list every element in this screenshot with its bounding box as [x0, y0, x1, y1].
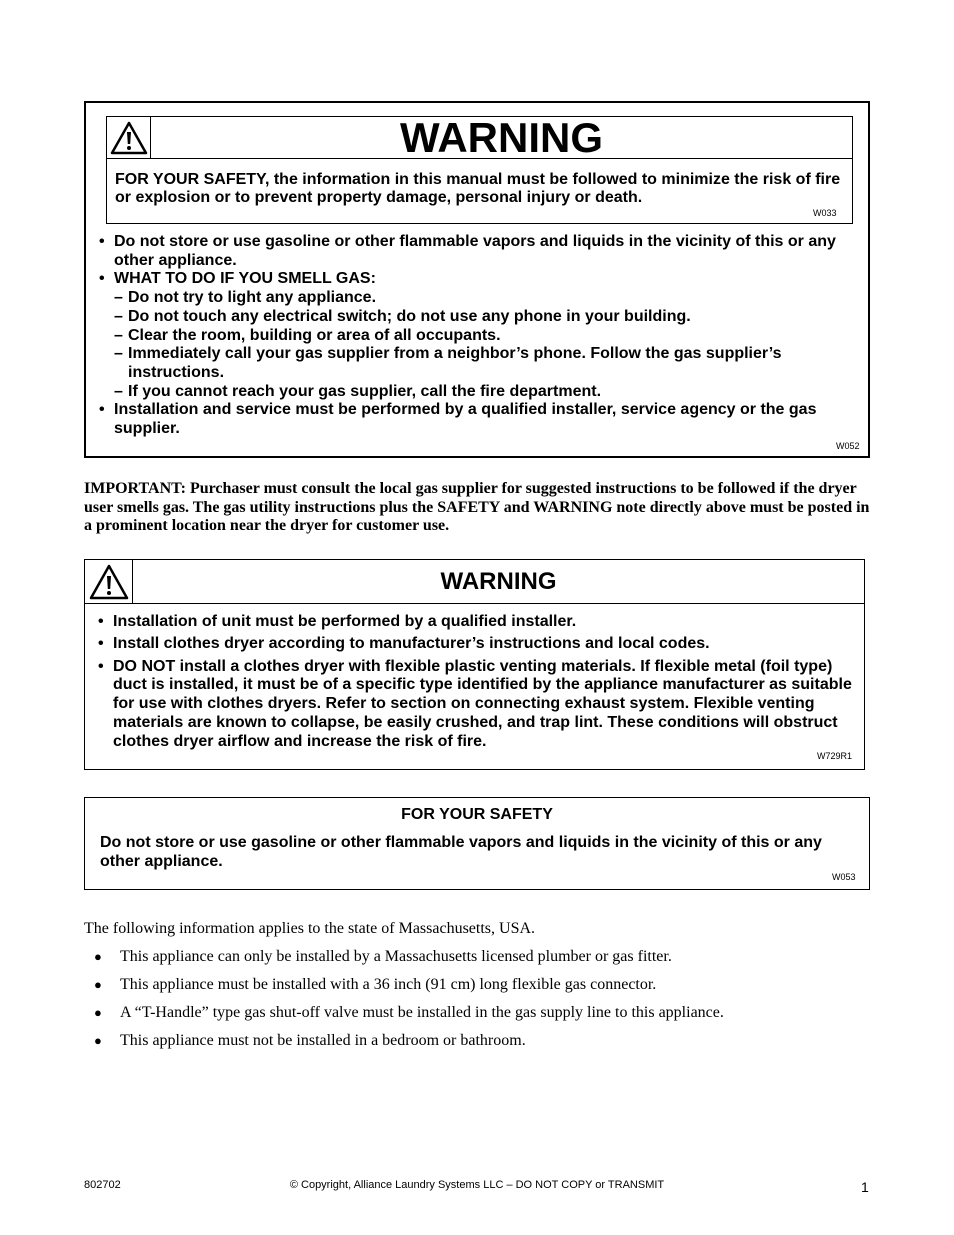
gas-step: – Do not try to light any appliance. — [114, 289, 377, 307]
copyright-notice: © Copyright, Alliance Laundry Systems LLC – DO NOT COPY or TRANSMIT — [289, 1179, 665, 1191]
bullet: • — [99, 401, 105, 419]
warning-title: WARNING — [151, 117, 852, 159]
bullet: ● — [94, 977, 102, 992]
list-item: • WHAT TO DO IF YOU SMELL GAS: — [99, 270, 376, 288]
warning-triangle-icon — [89, 564, 129, 600]
bullet: ● — [94, 949, 102, 964]
list-item: ● This appliance must not be installed in a bedroom or bathroom. — [94, 1032, 526, 1049]
safety-title: FOR YOUR SAFETY — [401, 806, 553, 823]
document-number: 802702 — [84, 1179, 121, 1191]
bullet: • — [98, 657, 104, 675]
gas-step: – Immediately call your gas supplier from a neighbor’s phone. Follow the gas supplier’s instructions. — [114, 345, 782, 381]
list-item: • Do not store or use gasoline or other flammable vapors and liquids in the vicinity of this or any other appliance. — [99, 233, 836, 269]
warning-code: W729R1 — [817, 751, 853, 761]
bullet: • — [98, 613, 104, 630]
bullet: ● — [94, 1005, 102, 1020]
warning-header — [106, 116, 853, 224]
bullet: • — [99, 270, 105, 288]
bullet: • — [98, 635, 104, 653]
list-item: • Installation and service must be performed by a qualified installer, service agency or the gas supplier. — [99, 401, 817, 438]
list-item: • Install clothes dryer according to manufacturer’s instructions and local codes. — [98, 635, 710, 653]
gas-step: – Do not touch any electrical switch; do not use any phone in your building. — [114, 307, 691, 325]
bullet: ● — [94, 1033, 102, 1048]
massachusetts-intro: The following information applies to the state of Massachusetts, USA. — [84, 920, 536, 937]
warning-code: W052 — [836, 441, 860, 451]
warning-list — [99, 233, 859, 439]
safety-statement: FOR YOUR SAFETY, the information in this manual must be followed to minimize the risk of fire or explosion or to prevent property damage, personal injury or death. — [115, 171, 841, 206]
list-item: • Installation of unit must be performed by a qualified installer. — [98, 613, 577, 630]
safety-box — [84, 797, 870, 890]
gas-step: – If you cannot reach your gas supplier, call the fire department. — [114, 382, 602, 400]
warning-list — [98, 613, 858, 755]
gas-step: – Clear the room, building or area of all occupants. — [114, 326, 501, 344]
warning-triangle-icon — [110, 121, 148, 155]
warning-icon-cell — [85, 560, 133, 604]
list-item: ● This appliance must be installed with a 36 inch (91 cm) long flexible gas connector. — [94, 976, 657, 993]
important-note: IMPORTANT: Purchaser must consult the local gas supplier for suggested instructions to be followed if the dryer user smells gas. The gas utility instructions plus the SAFETY and WARNING note directly above must be posted in a prominent location near the dryer for customer use. — [84, 480, 870, 535]
safety-text: Do not store or use gasoline or other flammable vapors and liquids in the vicinity of this or any other appliance. — [100, 834, 822, 870]
warning-box-main — [84, 101, 870, 458]
bullet: • — [99, 233, 105, 250]
warning-box-installation — [84, 559, 865, 770]
page-number: 1 — [861, 1179, 869, 1195]
list-item: ● This appliance can only be installed by a Massachusetts licensed plumber or gas fitter. — [94, 948, 672, 965]
warning-title: WARNING — [133, 560, 864, 604]
massachusetts-list — [94, 947, 874, 1059]
warning-code: W053 — [832, 872, 856, 882]
list-item: ● A “T-Handle” type gas shut-off valve must be installed in the gas supply line to this appliance. — [94, 1004, 724, 1021]
list-item: • DO NOT install a clothes dryer with flexible plastic venting materials. If flexible metal (foil type) duct is installed, it must be of a specific type identified by the appliance manufacturer as suitable for use with clothes dryers. Refer to section on connecting exhaust system. Flexible venting materials are known to collapse, be easily crushed, and trap lint. These conditions will obstruct clothes dryer airflow and increase the risk of fire. — [98, 657, 852, 750]
warning-code: W033 — [813, 208, 837, 218]
warning-icon-cell — [107, 117, 151, 159]
